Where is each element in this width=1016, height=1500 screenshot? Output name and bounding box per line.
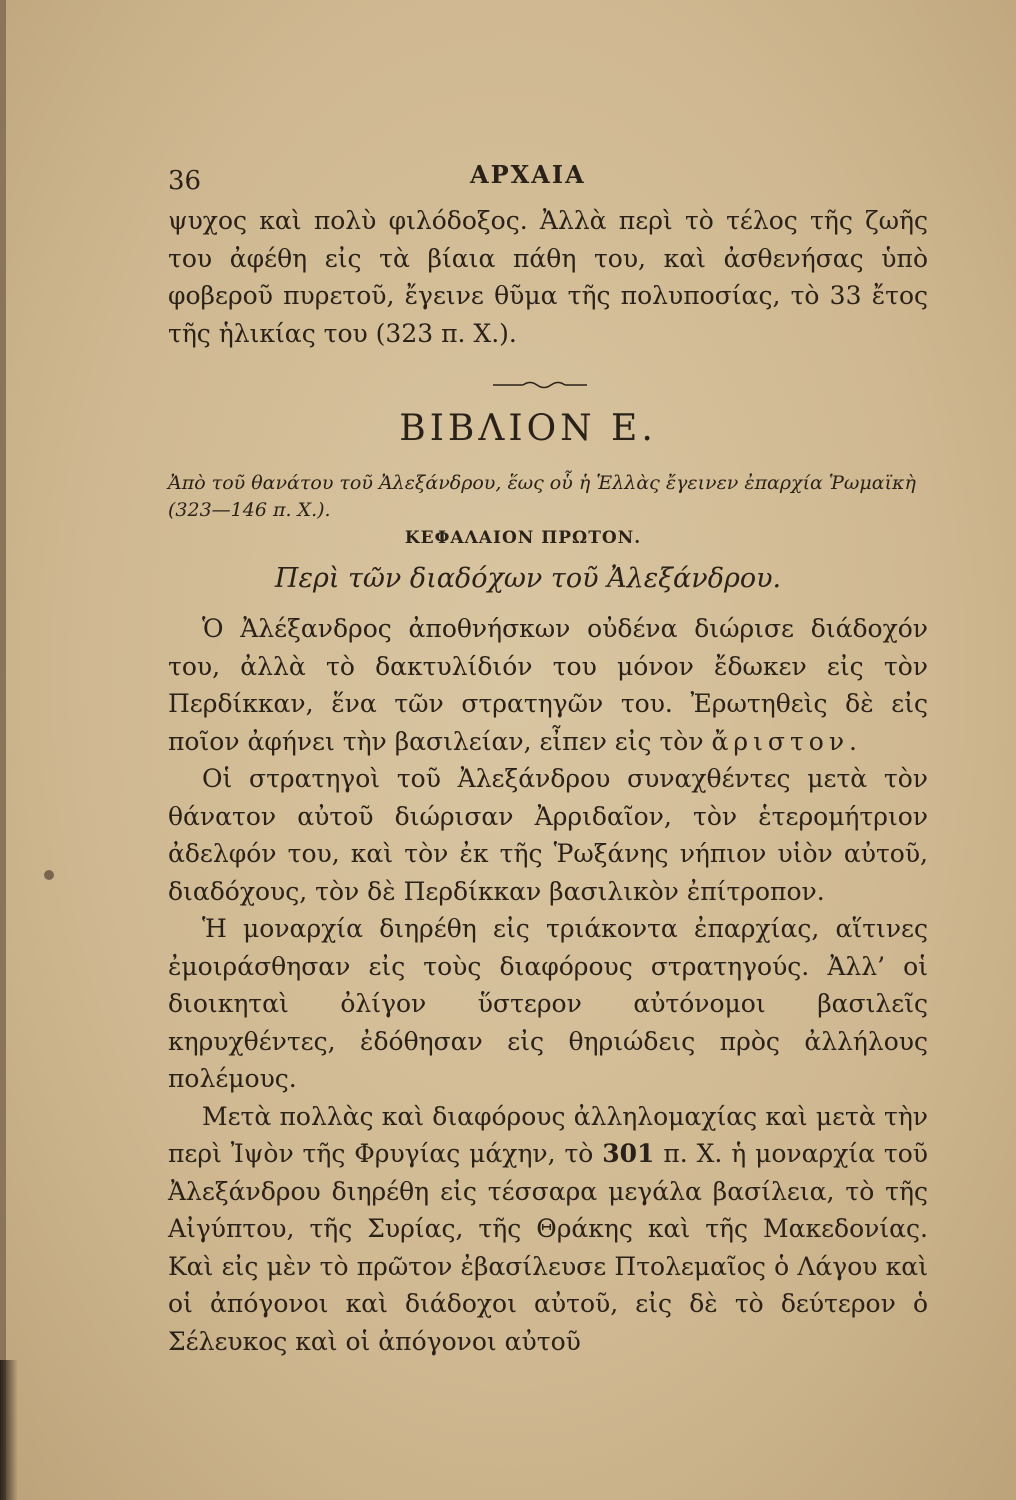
book-title: ΒΙΒΛΙΟΝ Ε.	[399, 408, 657, 449]
body-text	[168, 610, 928, 1360]
paragraph-4-text-b: π. Χ. ἡ μοναρχία τοῦ Ἀλεξάνδρου διηρέθη εἰς τέσσαρα μεγάλα βασίλεια, τὸ τῆς Αἰγύπτου, τῆς Συρίας, τῆς Θράκης καὶ τῆς Μακεδονίας. Καὶ εἰς μὲν τὸ πρῶτον ἐβασίλευσε Πτολεμαῖος ὁ Λάγου καὶ οἱ ἀπόγονοι καὶ διάδοχοι αὐτοῦ, εἰς δὲ τὸ δεύτερον ὁ Σέλευκος καὶ οἱ ἀπόγονοι αὐτοῦ	[168, 1139, 929, 1356]
chapter-heading: ΚΕΦΑΛΑΙΟΝ ΠΡΩΤΟΝ.	[404, 528, 642, 548]
paragraph-4	[168, 1098, 928, 1361]
page-corner-shadow	[0, 1360, 18, 1500]
paper-stain	[44, 870, 54, 880]
paragraph-1-text: Ὁ Ἀλέξανδρος ἀποθνήσκων οὐδένα διώρισε διάδοχόν του, ἀλλὰ τὸ δακτυλίδιόν του μόνον ἔδωκεν εἰς τὸν Περδίκκαν, ἕνα τῶν στρατηγῶν του. Ἐρωτηθεὶς δὲ εἰς ποῖον ἀφήνει τὴν βασιλείαν, εἶπεν εἰς τὸν	[168, 614, 928, 756]
paragraph-4-year: 301	[602, 1139, 655, 1168]
book-subtitle: Ἀπὸ τοῦ θανάτου τοῦ Ἀλεξάνδρου, ἕως οὗ ἡ Ἑλλὰς ἔγεινεν ἐπαρχία Ῥωμαϊκὴ (323—146 π. Χ.).	[168, 472, 916, 521]
section-divider-ornament	[493, 380, 587, 390]
page-number: 36	[168, 166, 202, 196]
page-edge	[0, 0, 6, 1500]
paragraph-4-text-a: Μετὰ πολλὰς καὶ διαφόρους ἀλληλομαχίας καὶ μετὰ τὴν περὶ Ἰψὸν τῆς Φρυγίας μάχην, τὸ	[168, 1101, 928, 1168]
paragraph-1	[168, 610, 928, 760]
intro-paragraph: ψυχος καὶ πολὺ φιλόδοξος. Ἀλλὰ περὶ τὸ τέλος τῆς ζωῆς του ἀφέθη εἰς τὰ βίαια πάθη του, καὶ ἀσθενήσας ὑπὸ φοβεροῦ πυρετοῦ, ἔγεινε θῦμα τῆς πολυποσίας, τὸ 33 ἔτος τῆς ἡλικίας του (323 π. Χ.).	[168, 206, 928, 348]
paragraph-3: Ἡ μοναρχία διηρέθη εἰς τριάκοντα ἐπαρχίας, αἵτινες ἐμοιράσθησαν εἰς τοὺς διαφόρους στρατηγούς. Ἀλλ’ οἱ διοικηταὶ ὀλίγον ὕστερον αὐτόνομοι βασιλεῖς κηρυχθέντες, ἐδόθησαν εἰς θηριώδεις πρὸς ἀλλήλους πολέμους.	[168, 914, 928, 1093]
running-head: ΑΡΧΑΙΑ	[470, 160, 586, 189]
chapter-title: Περὶ τῶν διαδόχων τοῦ Ἀλεξάνδρου.	[274, 563, 782, 594]
intro-paragraph-block	[168, 202, 928, 352]
paragraph-2: Οἱ στρατηγοὶ τοῦ Ἀλεξάνδρου συναχθέντες μετὰ τὸν θάνατον αὐτοῦ διώρισαν Ἀρριδαῖον, τὸν ἑτερομήτριον ἀδελφόν του, καὶ τὸν ἐκ τῆς Ῥωξάνης νήπιον υἱὸν αὐτοῦ, διαδόχους, τὸν δὲ Περδίκκαν βασιλικὸν ἐπίτροπον.	[168, 764, 928, 906]
paragraph-1-emphasis: ἄριστον.	[711, 726, 862, 756]
